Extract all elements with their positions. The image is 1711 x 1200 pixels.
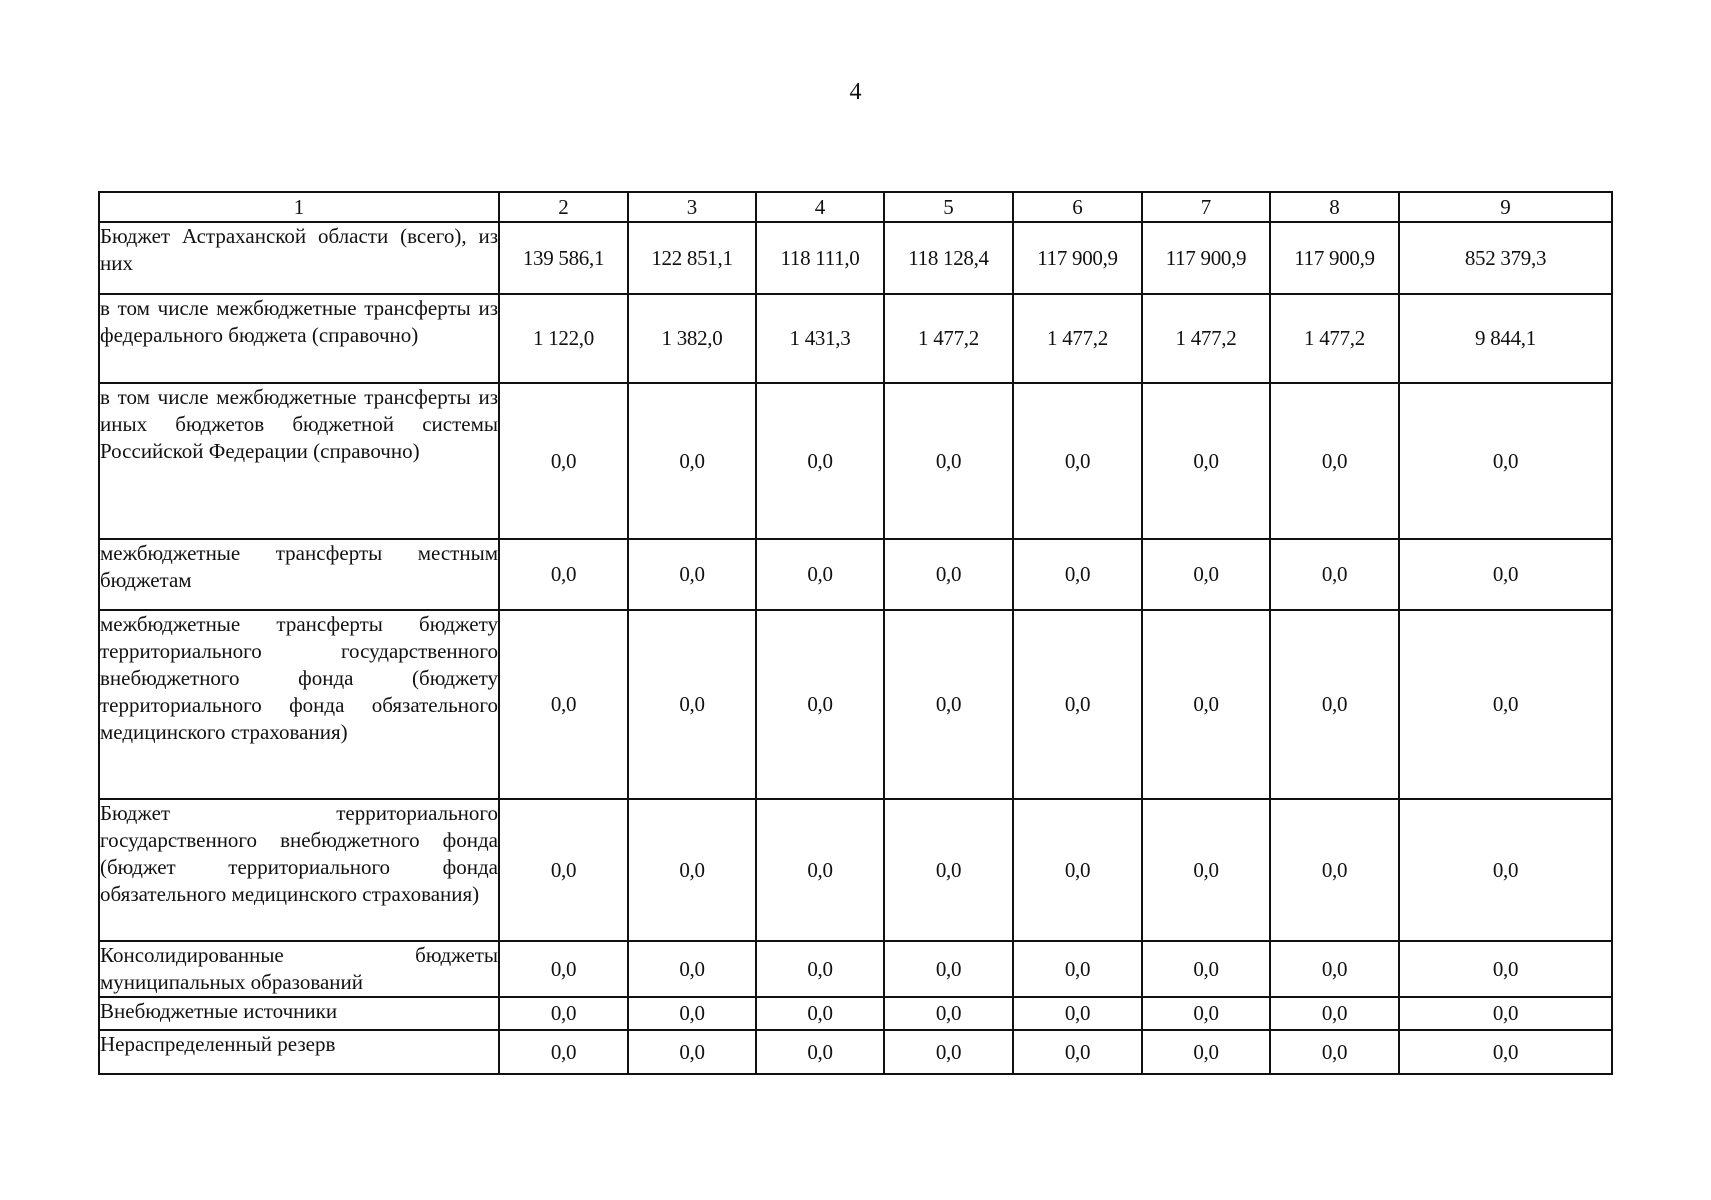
table-row	[99, 383, 1612, 539]
table-cell: 0,0	[756, 610, 884, 799]
header-cell: 2	[499, 192, 628, 222]
table-cell: 0,0	[1399, 997, 1612, 1030]
table-row	[99, 1030, 1612, 1074]
table-cell: 0,0	[756, 799, 884, 941]
table-row	[99, 222, 1612, 294]
table-cell: 852 379,3	[1399, 222, 1612, 294]
table-cell: 1 122,0	[499, 294, 628, 383]
table-cell: 118 128,4	[884, 222, 1013, 294]
table-cell: 0,0	[628, 1030, 756, 1074]
header-cell: 9	[1399, 192, 1612, 222]
table-cell: 0,0	[1013, 383, 1142, 539]
table-cell: 9 844,1	[1399, 294, 1612, 383]
table-cell: 0,0	[1142, 799, 1270, 941]
table-row	[99, 610, 1612, 799]
table-cell: 122 851,1	[628, 222, 756, 294]
table-cell: 0,0	[628, 610, 756, 799]
table-cell: 0,0	[1399, 383, 1612, 539]
table-cell: 0,0	[884, 1030, 1013, 1074]
table-cell: 0,0	[1399, 1030, 1612, 1074]
header-cell: 4	[756, 192, 884, 222]
table-cell: 0,0	[1399, 539, 1612, 610]
table-cell: 0,0	[1399, 610, 1612, 799]
table-cell: 1 477,2	[884, 294, 1013, 383]
table-row	[99, 294, 1612, 383]
header-cell: 1	[99, 192, 499, 222]
row-label: в том числе межбюджетные трансферты из федерального бюджета (справочно)	[99, 294, 499, 383]
row-label: межбюджетные трансферты бюджету территориального государственного внебюджетного фонда (бюджету территориального фонда обязательного медицинского страхования)	[99, 610, 499, 799]
row-label: в том числе межбюджетные трансферты из иных бюджетов бюджетной системы Российской Федерации (справочно)	[99, 383, 499, 539]
header-cell: 8	[1270, 192, 1399, 222]
table-cell: 0,0	[1399, 941, 1612, 997]
table-cell: 0,0	[756, 941, 884, 997]
table-cell: 0,0	[884, 997, 1013, 1030]
table-cell: 1 431,3	[756, 294, 884, 383]
table-row	[99, 539, 1612, 610]
header-row	[99, 192, 1612, 222]
table-cell: 0,0	[628, 383, 756, 539]
table-cell: 1 382,0	[628, 294, 756, 383]
table-cell: 0,0	[1142, 1030, 1270, 1074]
table-cell: 0,0	[1013, 610, 1142, 799]
table-cell: 0,0	[756, 1030, 884, 1074]
table-cell: 0,0	[628, 539, 756, 610]
table-cell: 0,0	[1013, 941, 1142, 997]
row-label: Бюджет Астраханской области (всего), из них	[99, 222, 499, 294]
table-cell: 0,0	[1270, 610, 1399, 799]
table-cell: 0,0	[628, 941, 756, 997]
header-cell: 7	[1142, 192, 1270, 222]
table-cell: 0,0	[1270, 799, 1399, 941]
table-cell: 0,0	[1270, 539, 1399, 610]
header-cell: 3	[628, 192, 756, 222]
table-cell: 0,0	[884, 799, 1013, 941]
header-cell: 5	[884, 192, 1013, 222]
table-cell: 0,0	[499, 941, 628, 997]
table-cell: 0,0	[499, 997, 628, 1030]
table-cell: 0,0	[1270, 997, 1399, 1030]
table-cell: 0,0	[1142, 383, 1270, 539]
table-cell: 0,0	[1013, 799, 1142, 941]
table-cell: 0,0	[1013, 1030, 1142, 1074]
table-cell: 0,0	[884, 941, 1013, 997]
table-cell: 0,0	[499, 383, 628, 539]
row-label: Консолидированные бюджеты муниципальных образований	[99, 941, 499, 997]
table-cell: 117 900,9	[1270, 222, 1399, 294]
table-cell: 139 586,1	[499, 222, 628, 294]
table-cell: 0,0	[884, 539, 1013, 610]
table-cell: 117 900,9	[1013, 222, 1142, 294]
table-cell: 0,0	[756, 997, 884, 1030]
table-cell: 0,0	[1142, 997, 1270, 1030]
table-cell: 0,0	[1013, 539, 1142, 610]
table-cell: 0,0	[756, 383, 884, 539]
table-row	[99, 941, 1612, 997]
table-cell: 0,0	[1270, 941, 1399, 997]
table-row	[99, 799, 1612, 941]
table-cell: 0,0	[628, 799, 756, 941]
budget-table	[98, 191, 1613, 1075]
table-cell: 0,0	[628, 997, 756, 1030]
table-cell: 0,0	[1142, 941, 1270, 997]
table-cell: 0,0	[499, 799, 628, 941]
table-cell: 0,0	[1013, 997, 1142, 1030]
table-cell: 0,0	[499, 610, 628, 799]
table-cell: 0,0	[884, 610, 1013, 799]
table-cell: 0,0	[1142, 539, 1270, 610]
row-label: Внебюджетные источники	[99, 997, 499, 1030]
table-cell: 0,0	[1270, 1030, 1399, 1074]
table-cell: 0,0	[1270, 383, 1399, 539]
row-label: Нераспределенный резерв	[99, 1030, 499, 1074]
row-label: Бюджет территориального государственного внебюджетного фонда (бюджет территориального фонда обязательного медицинского страхования)	[99, 799, 499, 941]
table-cell: 0,0	[1399, 799, 1612, 941]
table-cell: 0,0	[1142, 610, 1270, 799]
header-cell: 6	[1013, 192, 1142, 222]
row-label: межбюджетные трансферты местным бюджетам	[99, 539, 499, 610]
table-cell: 0,0	[499, 539, 628, 610]
table-cell: 117 900,9	[1142, 222, 1270, 294]
table-cell: 1 477,2	[1142, 294, 1270, 383]
table-cell: 1 477,2	[1013, 294, 1142, 383]
table-cell: 0,0	[756, 539, 884, 610]
table-cell: 0,0	[499, 1030, 628, 1074]
table-cell: 1 477,2	[1270, 294, 1399, 383]
table-cell: 0,0	[884, 383, 1013, 539]
table-cell: 118 111,0	[756, 222, 884, 294]
table-row	[99, 997, 1612, 1030]
page-number: 4	[849, 79, 862, 105]
